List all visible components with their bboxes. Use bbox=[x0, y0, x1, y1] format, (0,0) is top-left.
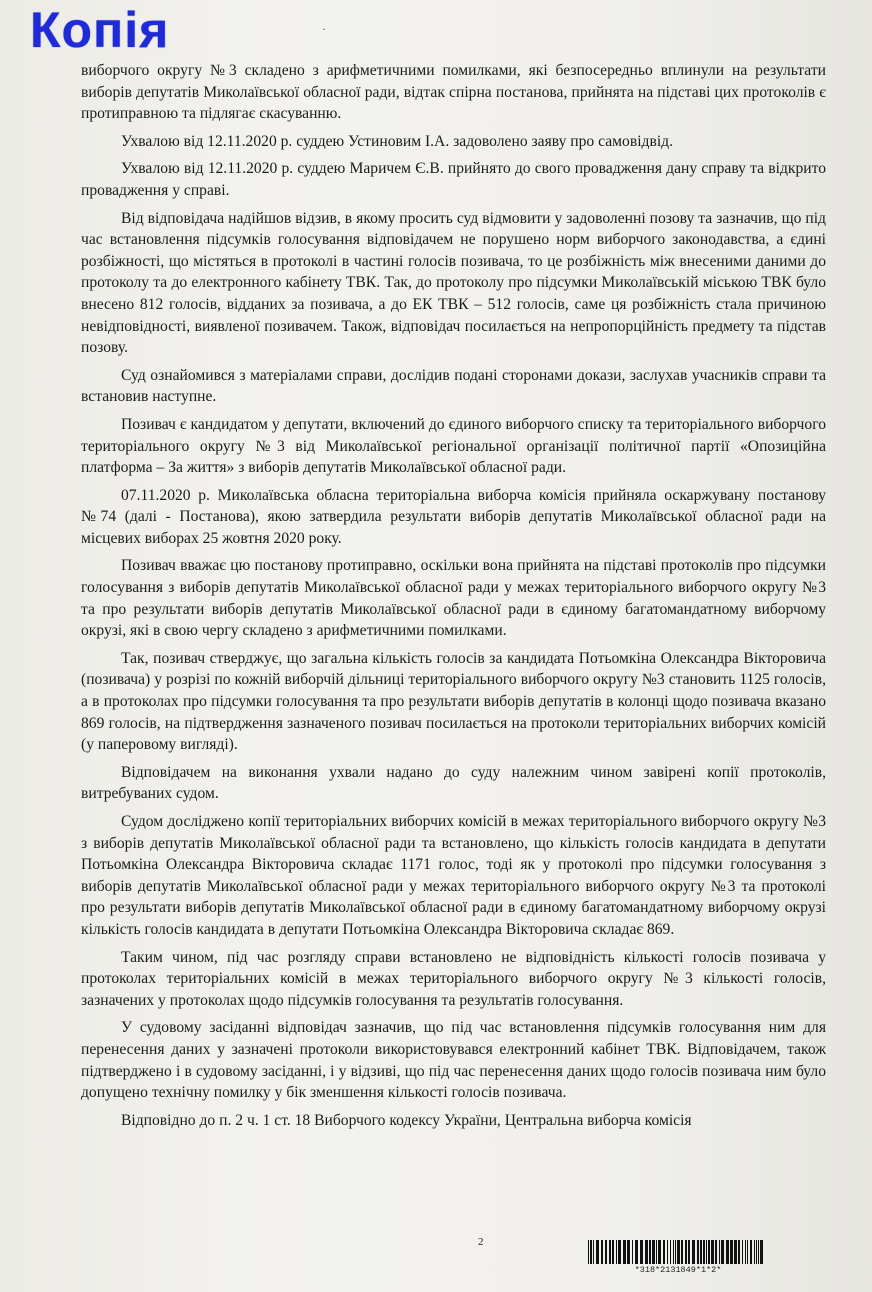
barcode-bar bbox=[609, 1240, 611, 1264]
page-number: 2 bbox=[478, 1236, 484, 1248]
barcode-bar bbox=[754, 1240, 755, 1264]
barcode-bar bbox=[623, 1240, 626, 1264]
barcode-bar bbox=[652, 1240, 655, 1264]
barcode-bar bbox=[601, 1240, 603, 1264]
paragraph: Таким чином, під час розгляду справи встановлено не відповідність кількості голосів позивача у протоколах територіальних комісій в межах територіального виборчого округу №3 кількості голосів, зазначених у протоколах щодо підсумків голосування та результатів голосування. bbox=[81, 948, 826, 1009]
barcode-bar bbox=[685, 1240, 687, 1264]
barcode-bar bbox=[681, 1240, 683, 1264]
barcode-bar bbox=[590, 1240, 592, 1264]
paragraph: У судовому засіданні відповідач зазначив, що під час встановлення підсумків голосування ним для перенесення даних у зазначені протоколи використовувався електронний кабінет ТВК. Відповідачем, також підтверджено і в судовому засіданні, і у відзиві, що під час перенесення даних щодо голосів позивача ним було допущено технічну помилку у бік зменшення кількості голосів позивача. bbox=[81, 1019, 826, 1102]
barcode-bar bbox=[692, 1240, 695, 1264]
barcode-bar bbox=[734, 1240, 737, 1264]
barcode-bar bbox=[632, 1240, 633, 1264]
barcode-bar bbox=[640, 1240, 643, 1264]
paragraph: Суд ознайомився з матеріалами справи, дослідив подані сторонами докази, заслухав учасників справи та встановив наступне. bbox=[81, 366, 826, 406]
barcode-bar bbox=[605, 1240, 607, 1264]
barcode-bar bbox=[663, 1240, 665, 1264]
barcode-text: *318*2131849*1*2* bbox=[634, 1265, 722, 1275]
barcode-bar bbox=[760, 1240, 763, 1264]
barcode-bar bbox=[618, 1240, 621, 1264]
barcode-bar bbox=[612, 1240, 614, 1264]
paragraph: Ухвалою від 12.11.2020 р. суддею Маричем Є.В. прийнято до свого провадження дану справу та відкрито провадження у справі. bbox=[81, 160, 826, 199]
barcode bbox=[588, 1240, 768, 1275]
paragraph: Від відповідача надійшов відзив, в якому просить суд відмовити у задоволенні позову та зазначив, що під час встановлення підсумків голосування відповідачем не порушено норм виборчого законодавства, а єдині розбіжності, що містяться в протоколі в частині голосів позивача, то це розбіжність між внесеними даними до протоколу та до електронного кабінету ТВК. Так, до протоколу про підсумки Миколаївській міською ТВК було внесено 812 голосів, відданих за позивача, а до ЕК ТВК – 512 голосів, саме ця розбіжність стала причиною невідповідності, виявленої позивачем. Також, відповідач посилається на непропорційність предмету та підстав позову. bbox=[81, 209, 826, 357]
paragraph: Так, позивач стверджує, що загальна кількість голосів за кандидата Потьомкіна Олександра Вікторовича (позивача) у розрізі по кожній виборчій дільниці територіального виборчого округу №3 становить 1125 голосів, а в протоколах про підсумки голосування та про результати виборів депутатів в колонці щодо позивача вказано 869 голосів, на підтвердження зазначеного позивач посилається на протоколи територіальних виборчих комісій (у паперовому вигляді). bbox=[81, 649, 826, 754]
barcode-bar bbox=[673, 1240, 674, 1264]
paragraph: 07.11.2020 р. Миколаївська обласна територіальна виборча комісія прийняла оскаржувану постанову №74 (далі - Постанова), якою затвердила результати виборів депутатів Миколаївської обласної ради на місцевих виборах 25 жовтня 2020 року. bbox=[81, 486, 826, 547]
barcode-bar bbox=[747, 1240, 748, 1264]
barcode-bar bbox=[758, 1240, 759, 1264]
barcode-bar bbox=[593, 1240, 594, 1264]
barcode-bar bbox=[649, 1240, 651, 1264]
paragraph: Позивач вважає цю постанову протиправно, оскільки вона прийнята на підставі протоколів про підсумки голосування з виборів депутатів Миколаївської обласної ради у межах територіального виборчого округу №3 та про результати виборів депутатів Миколаївської обласної ради в єдиному багатомандатному виборчому окрузі, які в свою чергу складено з арифметичними помилками. bbox=[81, 557, 826, 640]
barcode-bar bbox=[750, 1240, 752, 1264]
barcode-bar bbox=[627, 1240, 630, 1264]
barcode-bar bbox=[700, 1240, 702, 1264]
paragraph: Ухвалою від 12.11.2020 р. суддею Устиновим І.А. задоволено заяву про самовідвід. bbox=[121, 132, 673, 150]
barcode-bar bbox=[635, 1240, 638, 1264]
barcode-bar bbox=[721, 1240, 724, 1264]
barcode-bar bbox=[715, 1240, 717, 1264]
barcode-bar bbox=[588, 1240, 589, 1264]
barcode-bar bbox=[756, 1240, 757, 1264]
barcode-bar bbox=[711, 1240, 714, 1264]
paragraph: Відповідачем на виконання ухвали надано до суду належним чином завірені копії протоколів, витребуваних судом. bbox=[81, 763, 826, 803]
barcode-bar bbox=[616, 1240, 617, 1264]
barcode-bar bbox=[706, 1240, 707, 1264]
barcode-bar bbox=[703, 1240, 705, 1264]
barcode-bar bbox=[738, 1240, 740, 1264]
barcode-bars bbox=[588, 1240, 766, 1264]
barcode-bar bbox=[726, 1240, 729, 1264]
barcode-bar bbox=[745, 1240, 746, 1264]
barcode-bar bbox=[667, 1240, 668, 1264]
copy-stamp: Копія bbox=[30, 2, 170, 58]
document-body bbox=[81, 60, 826, 1137]
barcode-bar bbox=[596, 1240, 599, 1264]
paragraph: Відповідно до п. 2 ч. 1 ст. 18 Виборчого кодексу України, Центральна виборча комісія bbox=[121, 1111, 692, 1129]
barcode-bar bbox=[708, 1240, 710, 1264]
barcode-bar bbox=[675, 1240, 676, 1264]
paragraph: Позивач є кандидатом у депутати, включений до єдиного виборчого списку та територіального виборчого територіального округу №3 від Миколаївської регіональної організації політичної партії «Опозиційна платформа – За життя» з виборів депутатів Миколаївської обласної ради. bbox=[81, 415, 826, 477]
barcode-bar bbox=[719, 1240, 720, 1264]
barcode-bar bbox=[658, 1240, 661, 1264]
barcode-bar bbox=[730, 1240, 733, 1264]
scan-speck: · bbox=[322, 22, 326, 36]
barcode-bar bbox=[697, 1240, 699, 1264]
barcode-bar bbox=[742, 1240, 743, 1264]
barcode-bar bbox=[677, 1240, 680, 1264]
barcode-bar bbox=[688, 1240, 690, 1264]
barcode-bar bbox=[656, 1240, 657, 1264]
paragraph: виборчого округу №3 складено з арифметичними помилками, які безпосередньо вплинули на результати виборів депутатів Миколаївської обласної ради, відтак спірна постанова, прийнята на підставі цих протоколів є протиправною та підлягає скасуванню. bbox=[81, 62, 826, 123]
barcode-bar bbox=[670, 1240, 671, 1264]
paragraph: Судом досліджено копії територіальних виборчих комісій в межах територіального виборчого округу №3 з виборів депутатів Миколаївської обласної ради та встановлено, що кількість голосів кандидата в депутати Потьомкіна Олександра Вікторовича складає 1171 голос, тоді як у протоколі про підсумки голосування з виборів депутатів Миколаївської обласної ради у межах територіального виборчого округу №3 та протоколі про результати виборів депутатів Миколаївської обласної ради в єдиному багатомандатному виборчому окрузі кількість голосів кандидата в депутати Потьомкіна Олександра Вікторовича складає 869. bbox=[81, 813, 826, 938]
barcode-bar bbox=[645, 1240, 648, 1264]
